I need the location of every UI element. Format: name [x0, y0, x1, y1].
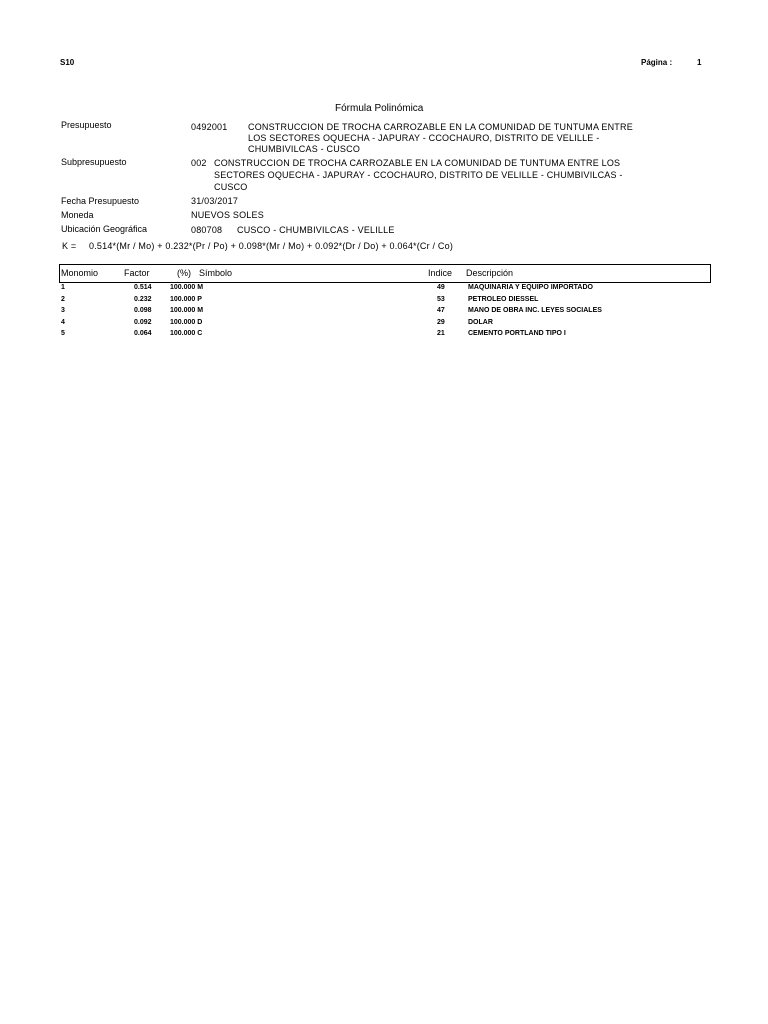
row-pct-simbolo: 100.000 M	[170, 284, 204, 291]
moneda-label: Moneda	[61, 210, 94, 220]
row-indice: 29	[437, 319, 445, 326]
row-pct-simbolo: 100.000 C	[170, 330, 203, 337]
row-monomio: 5	[61, 330, 65, 337]
table-row	[0, 307, 768, 318]
row-factor: 0.098	[134, 307, 152, 314]
header-factor: Factor	[124, 268, 150, 278]
presupuesto-line-1: CONSTRUCCION DE TROCHA CARROZABLE EN LA COMUNIDAD DE TUNTUMA ENTRE	[248, 122, 633, 132]
row-indice: 49	[437, 284, 445, 291]
row-monomio: 1	[61, 284, 65, 291]
presupuesto-label: Presupuesto	[61, 120, 112, 130]
page-number: 1	[697, 58, 702, 67]
row-indice: 53	[437, 296, 445, 303]
subpresupuesto-line-1: CONSTRUCCION DE TROCHA CARROZABLE EN LA COMUNIDAD DE TUNTUMA ENTRE LOS	[214, 158, 621, 168]
row-descripcion: MAQUINARIA Y EQUIPO IMPORTADO	[468, 284, 593, 291]
subpresupuesto-code: 002	[191, 158, 207, 168]
presupuesto-code: 0492001	[191, 122, 228, 132]
header-monomio: Monomio	[61, 268, 99, 278]
presupuesto-line-3: CHUMBIVILCAS - CUSCO	[248, 144, 361, 154]
row-pct-simbolo: 100.000 M	[170, 307, 204, 314]
system-label: S10	[60, 58, 75, 67]
page-label: Página :	[641, 58, 673, 67]
header-indice: Indice	[428, 268, 453, 278]
row-pct-simbolo: 100.000 D	[170, 319, 203, 326]
row-descripcion: DOLAR	[468, 319, 493, 326]
ubicacion-value: CUSCO - CHUMBIVILCAS - VELILLE	[237, 225, 395, 235]
row-descripcion: CEMENTO PORTLAND TIPO I	[468, 330, 566, 337]
ubicacion-code: 080708	[191, 225, 223, 235]
row-indice: 47	[437, 307, 445, 314]
subpresupuesto-label: Subpresupuesto	[61, 157, 127, 167]
table-row	[0, 296, 768, 307]
row-monomio: 2	[61, 296, 65, 303]
presupuesto-line-2: LOS SECTORES OQUECHA - JAPURAY - CCOCHAURO, DISTRITO DE VELILLE -	[248, 133, 600, 143]
subpresupuesto-line-2: SECTORES OQUECHA - JAPURAY - CCOCHAURO, DISTRITO DE VELILLE - CHUMBIVILCAS -	[214, 170, 623, 180]
header-pct: (%)	[177, 268, 191, 278]
row-descripcion: MANO DE OBRA INC. LEYES SOCIALES	[468, 307, 602, 314]
row-factor: 0.064	[134, 330, 152, 337]
row-monomio: 3	[61, 307, 65, 314]
row-pct-simbolo: 100.000 P	[170, 296, 202, 303]
row-factor: 0.092	[134, 319, 152, 326]
row-descripcion: PETROLEO DIESSEL	[468, 296, 539, 303]
header-descripcion: Descripción	[466, 268, 514, 278]
fecha-value: 31/03/2017	[191, 196, 239, 206]
formula-text: 0.514*(Mr / Mo) + 0.232*(Pr / Po) + 0.098*(Mr / Mo) + 0.092*(Dr / Do) + 0.064*(Cr / Co)	[89, 241, 454, 251]
table-header	[59, 264, 711, 283]
header-simbolo: Símbolo	[199, 268, 233, 278]
moneda-value: NUEVOS SOLES	[191, 210, 264, 220]
table-row	[0, 319, 768, 330]
fecha-label: Fecha Presupuesto	[61, 196, 140, 206]
document-title: Fórmula Polinómica	[335, 103, 424, 114]
table-row	[0, 330, 768, 341]
row-factor: 0.514	[134, 284, 152, 291]
table-row	[0, 284, 768, 295]
row-factor: 0.232	[134, 296, 152, 303]
subpresupuesto-line-3: CUSCO	[214, 182, 248, 192]
row-monomio: 4	[61, 319, 65, 326]
ubicacion-label: Ubicación Geográfica	[61, 224, 148, 234]
formula-label: K =	[62, 241, 77, 251]
row-indice: 21	[437, 330, 445, 337]
